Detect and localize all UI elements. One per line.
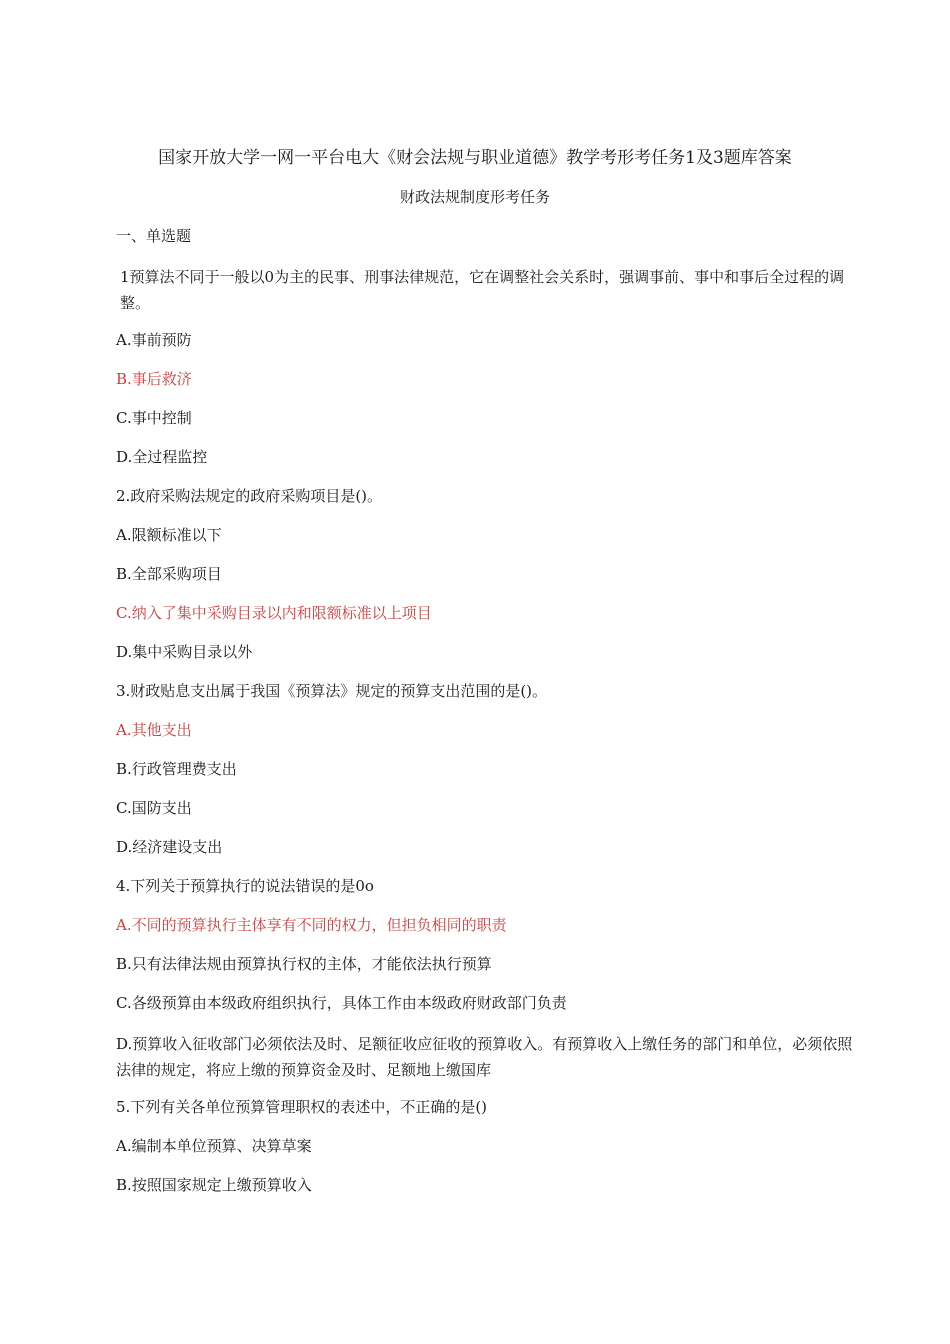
question-1-text: 1预算法不同于一般以0为主的民事、刑事法律规范，它在调整社会关系时，强调事前、事中和事后全过程的调整。 [120,268,845,312]
q2-option-a: A.限额标准以下 [116,526,222,544]
q4-option-c: C.各级预算由本级政府组织执行，具体工作由本级政府财政部门负责 [116,994,567,1012]
q1-option-b-answer: B.事后救济 [116,370,192,388]
q1-option-d: D.全过程监控 [116,448,208,466]
q3-option-c: C.国防支出 [116,799,192,817]
q2-option-d: D.集中采购目录以外 [116,643,253,661]
q1-option-a: A.事前预防 [116,331,192,349]
q2-option-c-answer: C.纳入了集中采购目录以内和限额标准以上项目 [116,604,432,622]
q3-option-a-answer: A.其他支出 [116,721,192,739]
q5-option-b: B.按照国家规定上缴预算收入 [116,1176,312,1194]
q4-option-d: D.预算收入征收部门必须依法及时、足额征收应征收的预算收入。有预算收入上缴任务的部门和单位，必须依照法律的规定，将应上缴的预算资金及时、足额地上缴国库 [116,1035,853,1079]
document-title: 国家开放大学一网一平台电大《财会法规与职业道德》教学考形考任务1及3题库答案 [158,148,792,168]
section-heading: 一、单选题 [116,227,192,245]
q5-option-a: A.编制本单位预算、决算草案 [116,1137,312,1155]
document-body [116,225,856,1213]
question-4-text: 4.下列关于预算执行的说法错误的是0o [116,877,374,895]
q3-option-b: B.行政管理费支出 [116,760,237,778]
document-subtitle: 财政法规制度形考任务 [399,188,550,206]
q4-option-b: B.只有法律法规由预算执行权的主体，才能依法执行预算 [116,955,492,973]
q2-option-b: B.全部采购项目 [116,565,222,583]
question-3-text: 3.财政贴息支出属于我国《预算法》规定的预算支出范围的是()。 [116,682,548,700]
question-5-text: 5.下列有关各单位预算管理职权的表述中，不正确的是() [116,1098,488,1116]
q4-option-a-answer: A.不同的预算执行主体享有不同的权力，但担负相同的职责 [116,916,507,934]
q3-option-d: D.经济建设支出 [116,838,223,856]
question-2-text: 2.政府采购法规定的政府采购项目是()。 [116,487,383,505]
q1-option-c: C.事中控制 [116,409,192,427]
